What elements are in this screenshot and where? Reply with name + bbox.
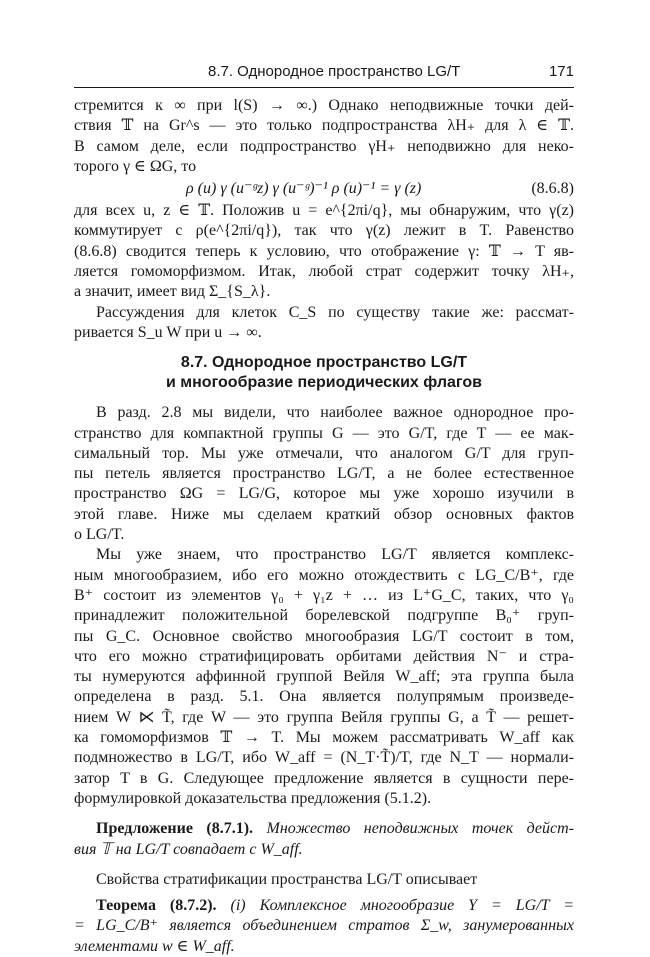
text-line: пространство ΩG = LG/G, которое мы уже хорошо изучили в <box>74 485 574 503</box>
text-line: Мы уже знаем, что пространство LG/T является комплекс- <box>96 546 574 564</box>
text-line: вия 𝕋 на LG/T совпадает с W_aff. <box>74 840 303 858</box>
proposition-label: Предложение (8.7.1). <box>96 820 254 838</box>
theorem-text: (i) Комплексное многообразие Y = LG/T = <box>230 897 574 915</box>
text-line: ствия 𝕋 на Gr^s — это только подпространства λH₊ для λ ∈ 𝕋. <box>74 117 574 135</box>
text-line: нием W ⋉ T̃, где W — это группа Вейля группы G, а T̃ — решет- <box>74 708 574 726</box>
text-line: принадлежит положительной борелевской подгруппе B₀⁺ груп- <box>74 607 574 625</box>
text-line: ляется гомоморфизмом. Итак, любой страт содержит точку λH₊, <box>74 263 574 281</box>
text-line: торого γ ∈ ΩG, то <box>74 157 197 175</box>
text-line: ным многообразием, ибо его можно отождествить с LG_C/B⁺, где <box>74 566 574 584</box>
text-line: для всех u, z ∈ 𝕋. Положив u = e^{2πi/q}, мы обнаружим, что γ(z) <box>74 202 574 220</box>
proposition-8-7-1 <box>74 819 574 860</box>
text-line: пы G_C. Основное свойство многообразия LG/T состоит в том, <box>74 627 574 645</box>
text-line: ты нумеруются аффинной группой Вейля W_aff; эта группа была <box>74 668 574 686</box>
text-line: а значит, имеет вид Σ_{S_λ}. <box>74 283 271 301</box>
text-line: подмножество в LG/T, ибо W_aff = (N_T·T̃)/T, где N_T — нормали- <box>74 749 574 767</box>
section-heading-line: 8.7. Однородное пространство LG/T <box>180 354 468 372</box>
text-line: стремится к ∞ при l(S) → ∞.) Однако неподвижные точки дей- <box>74 97 574 114</box>
paragraph <box>74 201 574 302</box>
text-line: формулировкой доказательства предложения (5.1.2). <box>74 789 432 807</box>
text-line: В разд. 2.8 мы видели, что наиболее важное однородное про- <box>96 404 574 422</box>
text-line: коммутирует с ρ(e^{2πi/q}), так что γ(z) лежит в T. Равенство <box>74 222 574 240</box>
text-line: ка гомоморфизмов 𝕋 → T. Мы можем рассматривать W_aff как <box>74 729 574 747</box>
text-line: определена в разд. 5.1. Она является полупрямым произведе- <box>74 688 574 706</box>
equation-formula: ρ (u) γ (u⁻ᵍz) γ (u⁻ᵍ)⁻¹ ρ (u)⁻¹ = γ (z) <box>186 180 422 198</box>
text-line: В самом деле, если подпространство γH₊ неподвижно для неко- <box>74 137 574 155</box>
paragraph <box>74 303 574 344</box>
paragraph <box>74 545 574 809</box>
theorem-8-7-2 <box>74 896 574 957</box>
text-line: (8.6.8) сводится теперь к условию, что отображение γ: 𝕋 → T яв- <box>74 242 574 260</box>
text-line: = LG_C/B⁺ является объединением стратов Σ_w, занумерованных <box>74 917 574 935</box>
section-heading <box>74 353 574 393</box>
page-header <box>74 63 574 88</box>
text-line <box>74 896 574 916</box>
page-body <box>74 96 574 957</box>
text-line: Свойства стратификации пространства LG/T описывает <box>96 870 478 888</box>
section-heading-line: и многообразие периодических флагов <box>166 374 482 392</box>
proposition-text: Множество неподвижных точек дейст- <box>266 820 574 838</box>
text-line: симальный тор. Мы уже отмечали, что аналогом G/T для груп- <box>74 444 574 462</box>
text-line: элементами w ∈ W_aff. <box>74 937 235 955</box>
running-title: 8.7. Однородное пространство LG/T <box>208 63 461 80</box>
text-line <box>74 819 574 839</box>
paragraph <box>74 403 574 545</box>
text-line: что его можно стратифицировать орбитами действия N⁻ и стра- <box>74 647 574 665</box>
text-line: B⁺ состоит из элементов γ₀ + γ₁z + … из L⁺G_C, таких, что γ₀ <box>74 586 574 604</box>
equation-8-6-8 <box>74 177 574 201</box>
text-line: Рассуждения для клеток C_S по существу такие же: рассмат- <box>96 303 574 321</box>
text-line: пы петель является пространство LG/T, а не более естественное <box>74 465 574 483</box>
text-line: ривается S_u W при u → ∞. <box>74 323 262 341</box>
text-line: этой главе. Ниже мы сделаем краткий обзор основных фактов <box>74 505 574 523</box>
page-number: 171 <box>548 63 574 80</box>
text-line: странство для компактной группы G — это G/T, где T — ее мак- <box>74 424 574 442</box>
text-line: о LG/T. <box>74 526 125 544</box>
equation-number: (8.6.8) <box>531 180 574 198</box>
paragraph-continuation <box>74 96 574 177</box>
theorem-label: Теорема (8.7.2). <box>96 897 217 915</box>
text-line: затор T в G. Следующее предложение является в сущности пере- <box>74 769 574 787</box>
